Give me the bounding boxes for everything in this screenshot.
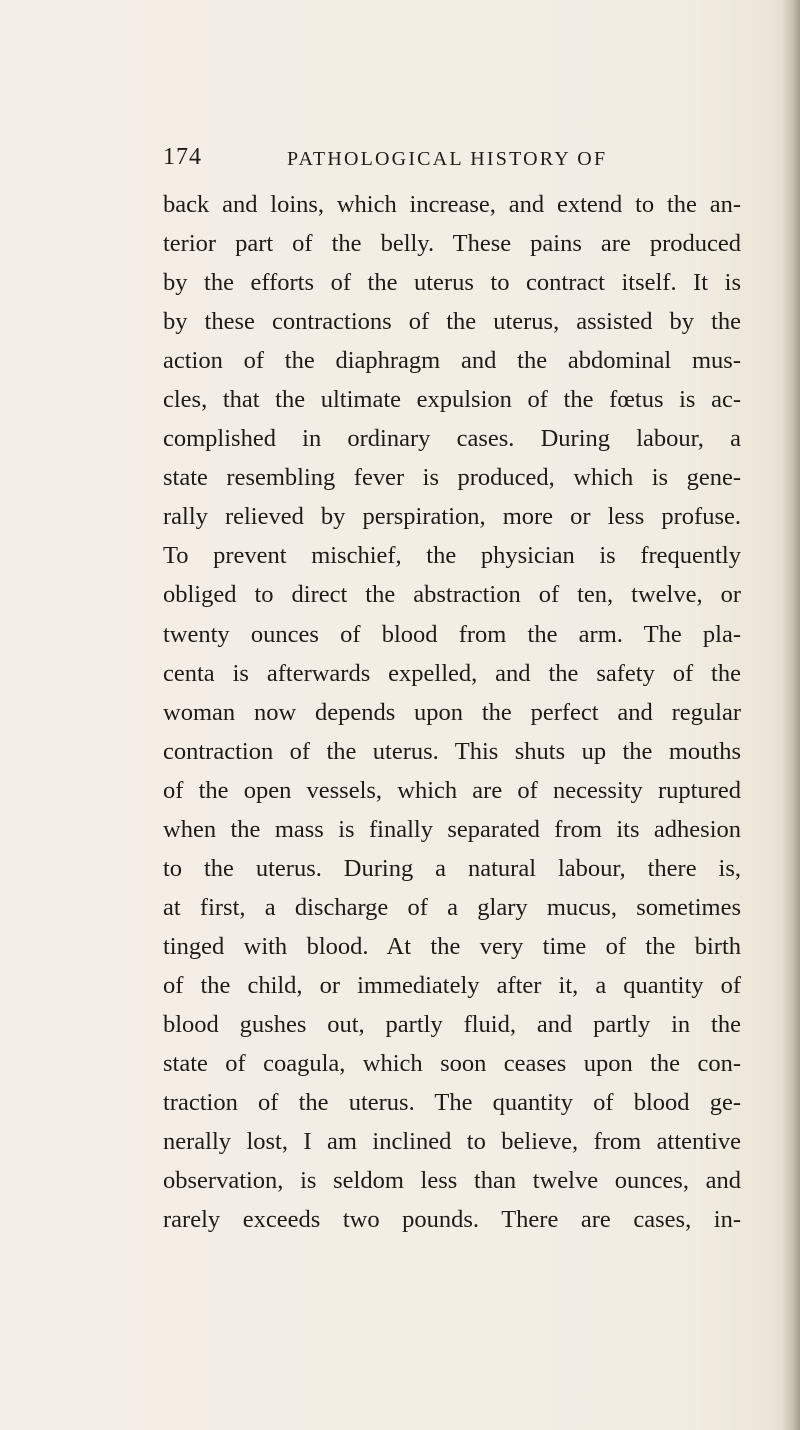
page-header [163, 144, 683, 174]
text-line: by the efforts of the uterus to contract itself. It is [163, 269, 741, 297]
body-text [163, 185, 741, 1239]
text-line: cles, that the ultimate expulsion of the fœtus is ac- [163, 386, 741, 414]
text-line: complished in ordinary cases. During labour, a [163, 425, 741, 453]
text-line: tinged with blood. At the very time of the birth [163, 932, 741, 960]
text-line: traction of the uterus. The quantity of blood ge- [163, 1089, 741, 1117]
text-line: by these contractions of the uterus, assisted by the [163, 308, 741, 336]
text-line: contraction of the uterus. This shuts up the mouths [163, 737, 741, 765]
text-line: of the child, or immediately after it, a quantity of [163, 971, 741, 999]
text-line: of the open vessels, which are of necessity ruptured [163, 776, 741, 804]
text-line: nerally lost, I am inclined to believe, from attentive [163, 1128, 741, 1156]
text-line: back and loins, which increase, and extend to the an- [163, 191, 741, 218]
text-line: state resembling fever is produced, which is gene- [163, 464, 741, 492]
text-line: centa is afterwards expelled, and the safety of the [163, 659, 741, 687]
text-line: To prevent mischief, the physician is frequently [163, 542, 741, 570]
text-line: action of the diaphragm and the abdominal mus- [163, 347, 741, 375]
text-line: state of coagula, which soon ceases upon the con- [163, 1050, 741, 1078]
text-line: rarely exceeds two pounds. There are cases, in- [163, 1206, 741, 1234]
text-line: twenty ounces of blood from the arm. The pla- [163, 620, 741, 648]
text-line: observation, is seldom less than twelve ounces, and [163, 1167, 741, 1195]
page-number: 174 [163, 144, 202, 170]
text-line: rally relieved by perspiration, more or less profuse. [163, 503, 741, 531]
running-head: PATHOLOGICAL HISTORY OF [287, 148, 608, 170]
text-line: terior part of the belly. These pains are produced [163, 230, 741, 258]
text-line: to the uterus. During a natural labour, there is, [163, 854, 741, 882]
page-edge-shadow [782, 0, 800, 1430]
text-line: obliged to direct the abstraction of ten, twelve, or [163, 581, 741, 609]
text-line: woman now depends upon the perfect and regular [163, 698, 741, 726]
text-line: at first, a discharge of a glary mucus, sometimes [163, 893, 741, 921]
text-line: blood gushes out, partly fluid, and partly in the [163, 1010, 741, 1038]
text-line: when the mass is finally separated from its adhesion [163, 815, 741, 843]
